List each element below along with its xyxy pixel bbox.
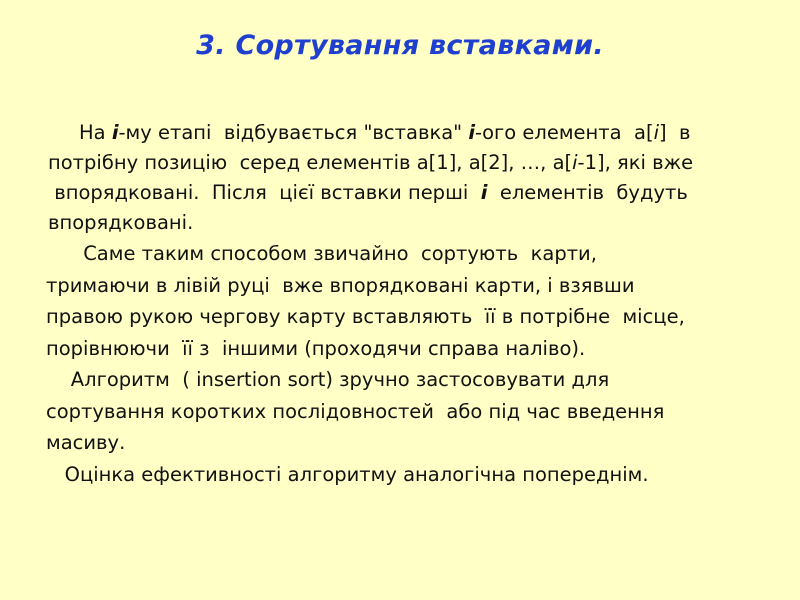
text-line: Алгоритм ( insertion sort) зручно застосовувати для (46, 368, 610, 391)
text-line: сортування коротких послідовностей або під час введення (46, 399, 665, 423)
paragraph-insertion-step (48, 118, 693, 238)
text-line: На i-му етапі відбувається "вставка" i-ого елемента а[i] в (48, 121, 691, 144)
text-line: масиву. (46, 431, 126, 454)
text-line: впорядковані. (48, 211, 194, 234)
text-line: потрібну позицію серед елементів а[1], а[2], …, а[i-1], які вже (48, 151, 694, 174)
paragraph-card-analogy (46, 238, 685, 490)
slide-title: 3. Сортування вставками. (196, 30, 604, 61)
text-line: впорядковані. Після цієї вставки перші i елементів будуть (48, 181, 688, 204)
text-line: Саме таким способом звичайно сортують карти, (46, 242, 597, 265)
text-line: правою рукою чергову карту вставляють її в потрібне місце, (46, 305, 685, 328)
text-line: тримаючи в лівій руці вже впорядковані карти, і взявши (46, 273, 635, 297)
text-line: порівнюючи її з іншими (проходячи справа наліво). (46, 336, 586, 360)
text-line: Оцінка ефективності алгоритму аналогічна попереднім. (46, 462, 649, 486)
